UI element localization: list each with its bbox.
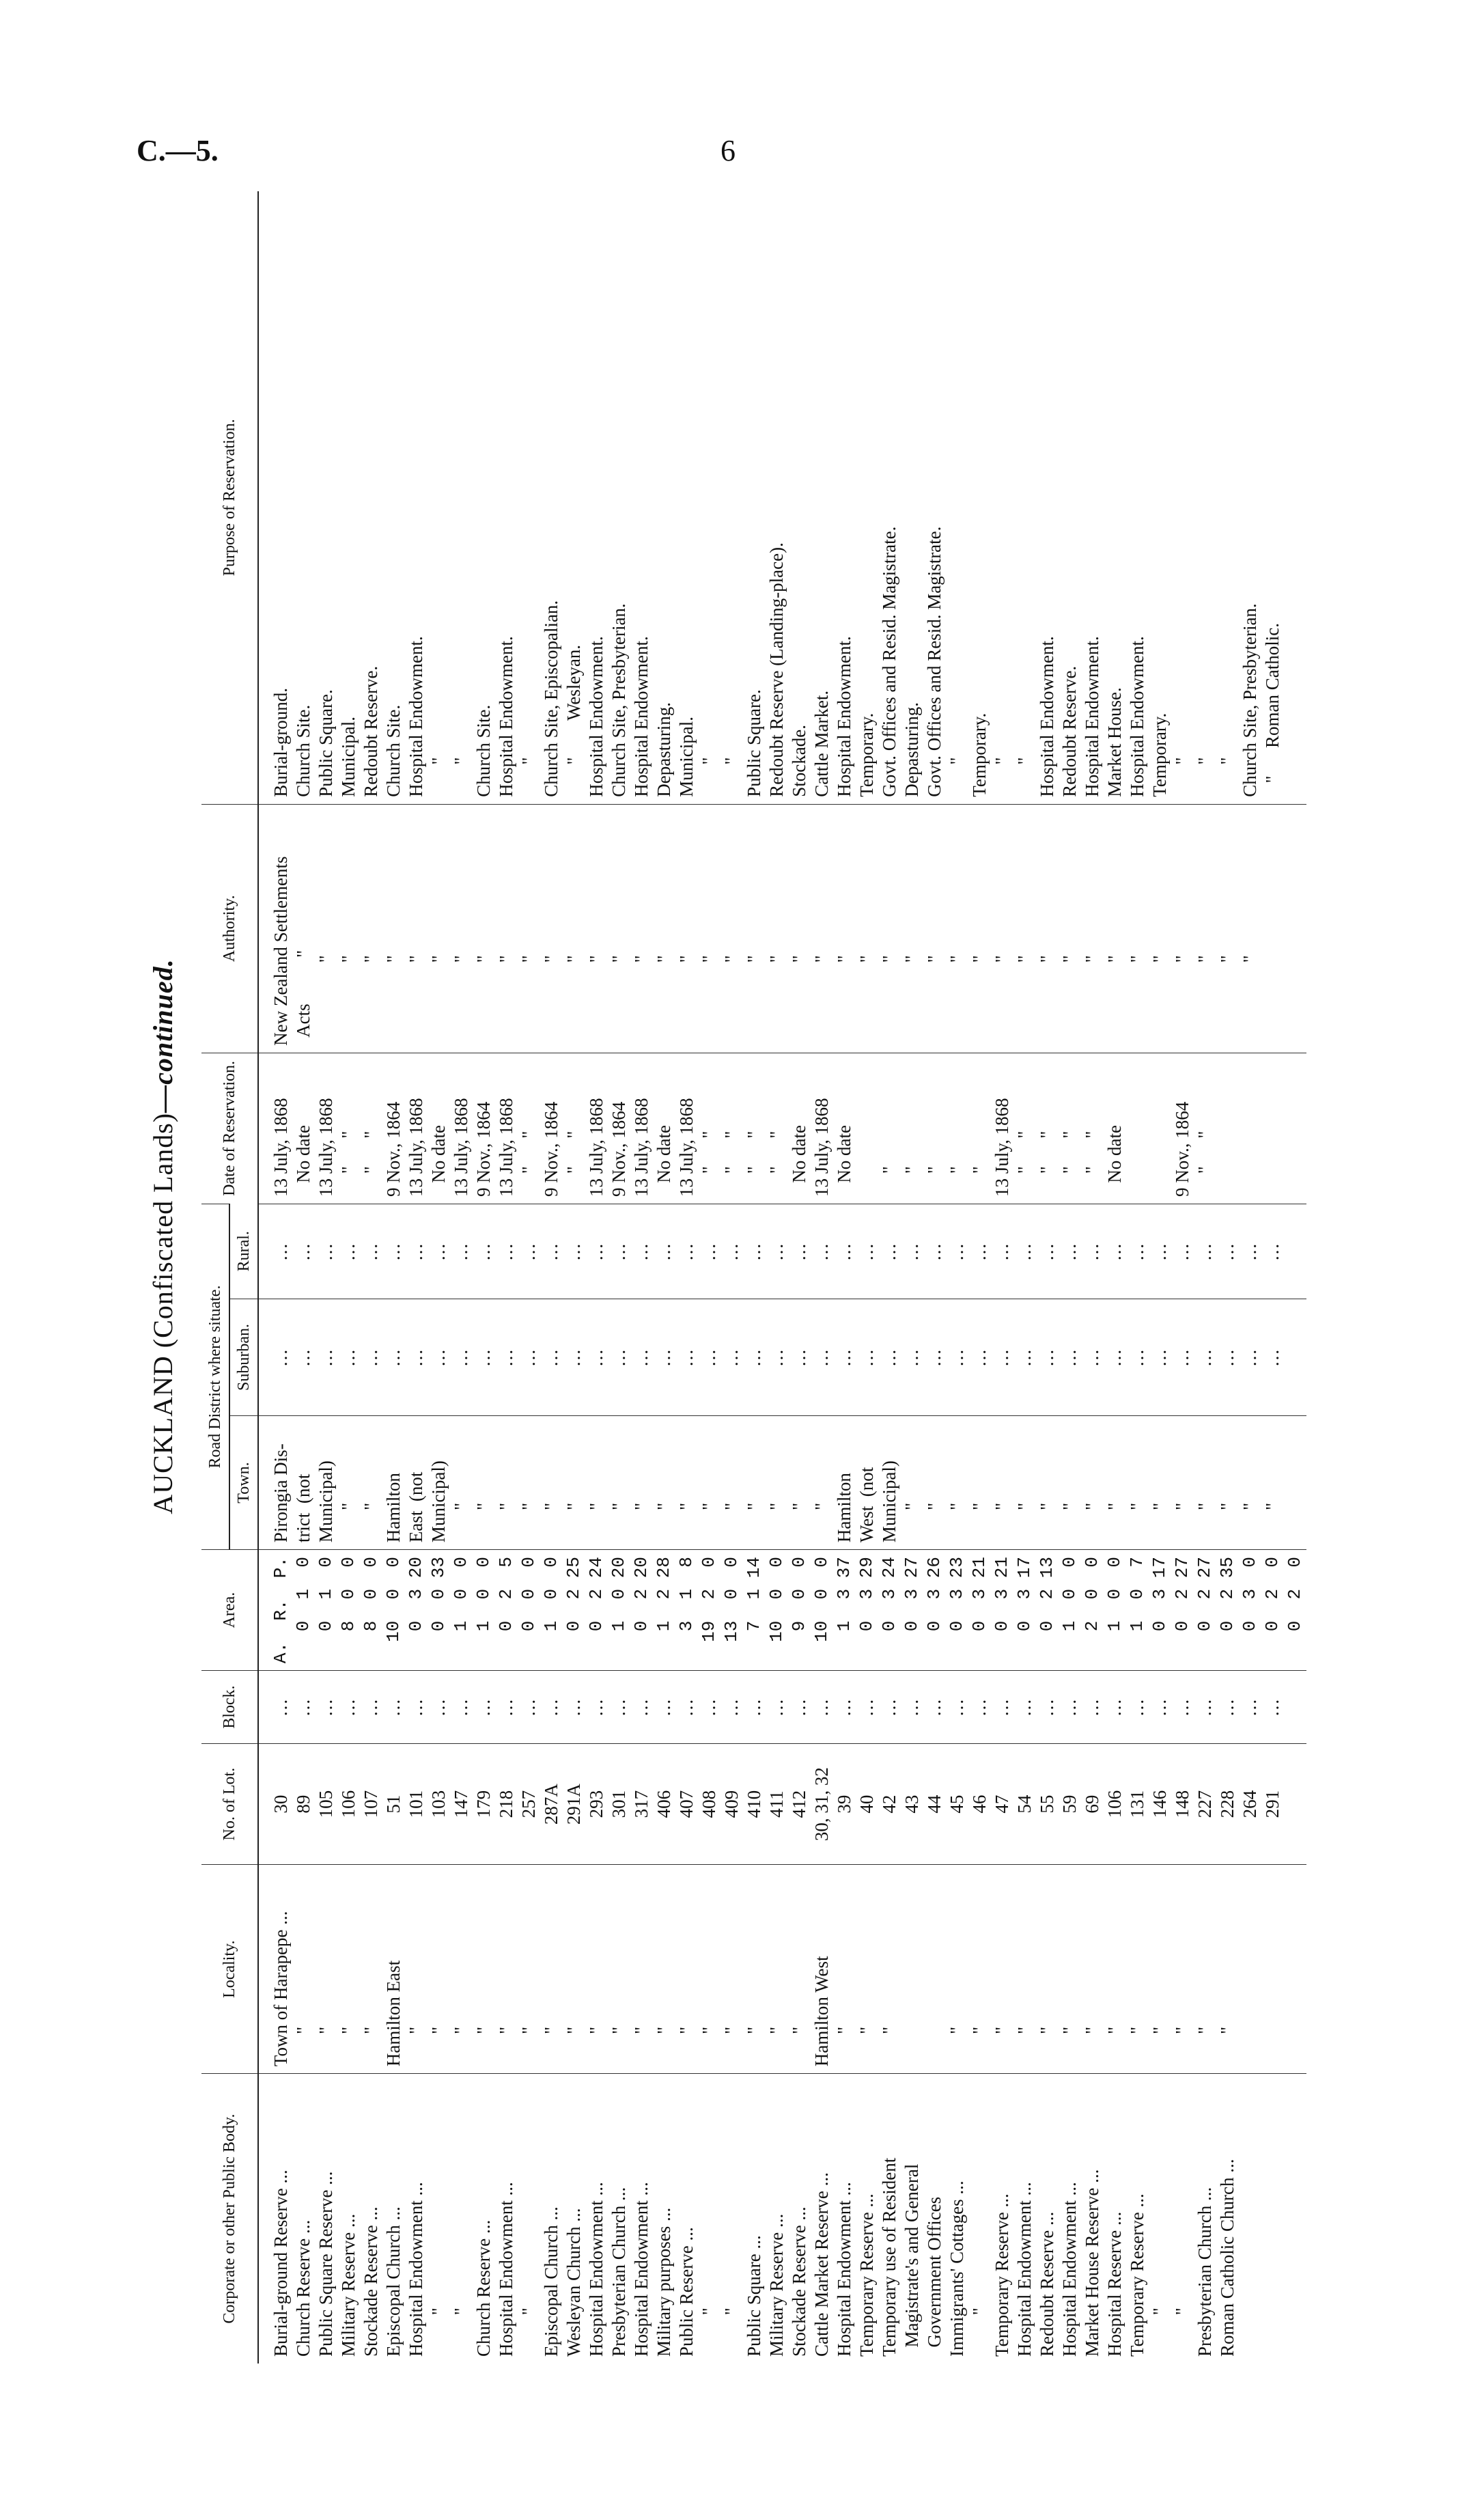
- table-body-row: [258, 191, 1306, 2364]
- col-suburban: ... ... ... ... ... ... ... ... ... ... ... ... ... ... ... ... ... ... ... ... ... ... ... ... ... ... ... ... ... ... ... ... ... ... ... ... ... ... ... ... ... ... ... ... ...: [258, 1299, 1306, 1416]
- area-units: A. R. P.: [270, 1557, 291, 1664]
- header-area: Area.: [201, 1550, 258, 1671]
- header-row: [201, 191, 229, 2364]
- col-date: 13 July, 1868 No date 13 July, 1868 " " " " 9 Nov., 1864 13 July, 1868 No date 13 July, 1868 9 Nov., 1864 13 July, 1868 " " 9 Nov., 1864 " " 13 July, 1868 9 Nov., 1864 13 July, 1868 No date 13 July, 1868 " " " " " " " " No date 13 July, 1868 No date " " " " " 13 July, 1868 " " " " " " " " No date 9 Nov., 1864 " ": [258, 1053, 1306, 1204]
- title-continued: —continued.: [148, 958, 178, 1113]
- col-lot: 30 89 105 106 107 51 101 103 147 179 218 257 287A 291A 293 301 317 406 407 408 409 410 411 412 30, 31, 32 39 40 42 43 44 45 46 47 54 55 59 69 106 131 146 148 227 228 264 291: [258, 1743, 1306, 1864]
- header-rural: Rural.: [229, 1204, 258, 1299]
- title-main: AUCKLAND (Confiscated Lands): [148, 1112, 178, 1514]
- document-reference: C.—5.: [137, 134, 219, 167]
- area-values: 0 1 0 0 1 0 8 0 0 8 0 0 10 0 0 0 3 20 0 0 33 1 0 0 1 0 0 0 2 5 0 0 0 1 0 0 0 2 25 0 2 24 1 0 20 0 2 20 1 2 28 3 1 8 19 2 0 13 0 0 7 1 14 10 0 0 9 0 0 10 0 0 1 3 37 0 3 29 0 3 24 0 3 27 0 3 26 0 3 23 0 3 21 0 3 21 0 3 17 0 2 13 1 0 0 2 0 0 1 0 0 1 0 7 0 3 17 0 2 27 0 2 27 0 2 35 0 3 0 0 2 0 0 2 0: [293, 1557, 1305, 1642]
- header-body: Corporate or other Public Body.: [201, 2074, 258, 2364]
- header-district: Road District where situate.: [201, 1204, 229, 1549]
- col-town: Pirongia Dis- trict (not Municipal) " " Hamilton East (not Municipal) " " " " " " " " " " " " " " " " " Hamilton West (not Municipal) " " " " " " " " " " " " " " " " ": [258, 1416, 1306, 1550]
- rotated-table-region: [147, 109, 1321, 2364]
- col-rural: ... ... ... ... ... ... ... ... ... ... ... ... ... ... ... ... ... ... ... ... ... ... ... ... ... ... ... ... ... ... ... ... ... ... ... ... ... ... ... ... ... ... ... ... ...: [258, 1204, 1306, 1299]
- header-authority: Authority.: [201, 804, 258, 1053]
- header-lot: No. of Lot.: [201, 1743, 258, 1864]
- header-purpose: Purpose of Reservation.: [201, 191, 258, 804]
- page-number: 6: [720, 134, 736, 167]
- table-title: [147, 109, 201, 2364]
- col-body: Burial-ground Reserve ... Church Reserve ... Public Square Reserve ... Military Reserve ... Stockade Reserve ... Episcopal Church ... Hospital Endowment ... " " Church Reserve ... Hospital Endowment ... " Episcopal Church ... Wesleyan Church ... Hospital Endowment ... Presbyterian Church ... Hospital Endowment ... Military purposes ... Public Reserve ... " " Public Square ... Military Reserve ... Stockade Reserve ... Cattle Market Reserve ... Hospital Endowment ... Temporary Reserve ... Temporary use of Resident Magistrate's and General Government Offices Immigrants' Cottages ... " Temporary Reserve ... Hospital Endowment ... Redoubt Reserve ... Hospital Endowment ... Market House Reserve ... Hospital Reserve ... Temporary Reserve ... " " Presbyterian Church ... Roman Catholic Church ...: [258, 2074, 1306, 2364]
- header-block: Block.: [201, 1671, 258, 1744]
- header-date: Date of Reservation.: [201, 1053, 258, 1204]
- header-locality: Locality.: [201, 1865, 258, 2074]
- col-authority: New Zealand Settlements Acts " " " " " " " " " " " " " " " " " " " " " " " " " " " " " " " " " " " " " " " " " " ": [258, 804, 1306, 1053]
- header-suburban: Suburban.: [229, 1299, 258, 1416]
- col-locality: Town of Harapepe ... " " " " Hamilton East " " " " " " " " " " " " " " " " " " Hamilton West " " " " " " " " " " " " " " " ": [258, 1865, 1306, 2074]
- col-block: ... ... ... ... ... ... ... ... ... ... ... ... ... ... ... ... ... ... ... ... ... ... ... ... ... ... ... ... ... ... ... ... ... ... ... ... ... ... ... ... ... ... ... ... ...: [258, 1671, 1306, 1744]
- reserves-table: [201, 191, 1306, 2364]
- col-area: [258, 1550, 1306, 1671]
- col-purpose: Burial-ground. Church Site. Public Square. Municipal. Redoubt Reserve. Church Site. Hospital Endowment. " " Church Site. Hospital Endowment. " Church Site, Episcopalian. " Wesleyan. Hospital Endowment. Church Site, Presbyterian. Hospital Endowment. Depasturing. Municipal. " " Public Square. Redoubt Reserve (Landing-place). Stockade. Cattle Market. Hospital Endowment. Temporary. Govt. Offices and Resid. Magistrate. Depasturing. Govt. Offices and Resid. Magistrate. " Temporary. " " Hospital Endowment. Redoubt Reserve. Hospital Endowment. Market House. Hospital Endowment. Temporary. " " " Church Site, Presbyterian. " Roman Catholic.: [270, 526, 1283, 797]
- header-town: Town.: [229, 1416, 258, 1550]
